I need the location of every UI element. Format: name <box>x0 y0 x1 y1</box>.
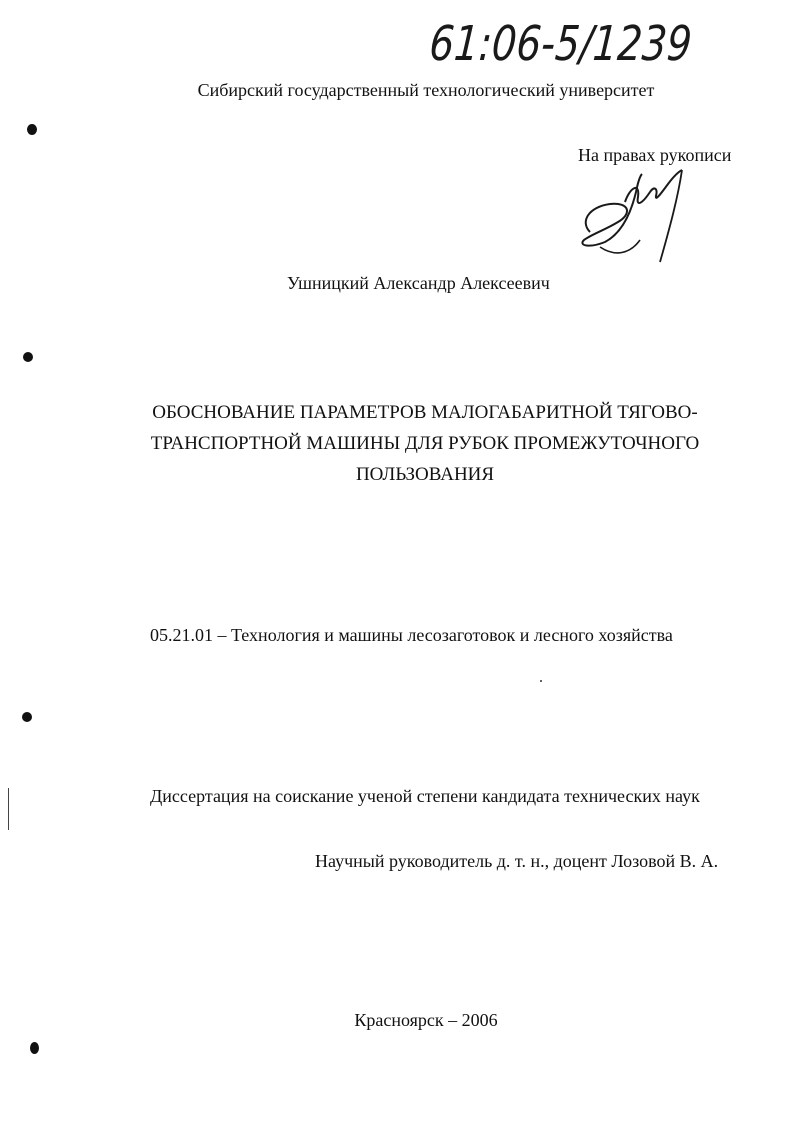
dissertation-title <box>0 397 800 490</box>
specialty-code: 05.21.01 – Технология и машины лесозаготовок и лесного хозяйства <box>150 625 673 645</box>
signature-icon <box>570 162 700 267</box>
degree-statement: Диссертация на соискание ученой степени кандидата технических наук <box>150 786 700 806</box>
archive-code-text: 61:06-5/1239 <box>427 16 757 72</box>
university-name: Сибирский государственный технологический университет <box>197 80 655 100</box>
title-line-1: ОБОСНОВАНИЕ ПАРАМЕТРОВ МАЛОГАБАРИТНОЙ ТЯГОВО- <box>152 402 698 423</box>
scan-edge-line <box>8 788 9 830</box>
binding-hole-mark <box>23 352 33 362</box>
scientific-supervisor: Научный руководитель д. т. н., доцент Лозовой В. А. <box>315 851 719 871</box>
manuscript-rights-note: На правах рукописи <box>578 145 732 165</box>
handwritten-archive-code <box>427 10 757 72</box>
author-name: Ушницкий Александр Алексеевич <box>287 273 550 293</box>
scan-speck <box>540 680 542 682</box>
title-line-2: ТРАНСПОРТНОЙ МАШИНЫ ДЛЯ РУБОК ПРОМЕЖУТОЧНОГО <box>150 433 700 454</box>
title-line-3: ПОЛЬЗОВАНИЯ <box>355 464 495 485</box>
binding-hole-mark <box>30 1042 39 1054</box>
city-and-year: Красноярск – 2006 <box>354 1010 498 1030</box>
binding-hole-mark <box>22 712 32 722</box>
binding-hole-mark <box>27 124 37 135</box>
